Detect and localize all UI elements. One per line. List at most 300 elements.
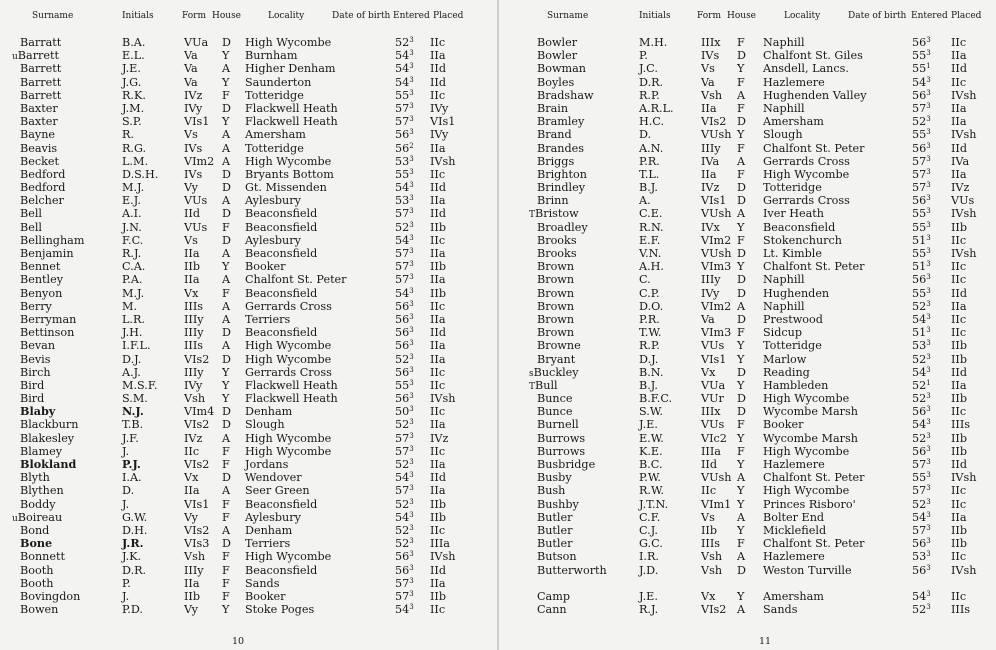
entered-year: 56 [912,141,927,155]
locality-cell: Hazlemere [763,75,825,89]
entered-cell [912,300,931,313]
initials-cell: B.N. [639,365,664,379]
surname-text: Bowler [537,36,578,49]
entered-term: 3 [926,101,931,110]
table-row [499,273,996,286]
house-cell: F [737,233,745,247]
surname-cell [537,76,574,89]
entered-cell [395,326,414,339]
table-row [499,603,996,616]
initials-cell: E.F. [639,233,661,247]
table-row [0,300,497,313]
house-cell: A [222,523,231,537]
initials-cell: J.E. [122,62,141,76]
surname-cell [20,102,58,115]
initials-cell: I.A. [122,471,142,485]
table-row [0,194,497,207]
entered-term: 3 [409,260,414,269]
house-cell: A [222,312,231,326]
form-cell: Vy [184,510,198,524]
entered-term: 3 [409,286,414,295]
entered-year: 56 [395,550,410,564]
house-cell: Y [737,497,745,511]
table-row [499,234,996,247]
form-cell: IIIy [184,365,204,379]
surname-text: Camp [537,589,570,603]
surname-cell [20,590,80,603]
initials-cell: R.K. [122,88,146,102]
surname-text: Bird [20,378,45,392]
form-cell: VIs2 [184,418,210,432]
table-row [0,550,497,563]
table-row [499,49,996,62]
house-cell: F [222,88,230,102]
initials-cell: J. [122,444,130,458]
entered-cell [395,471,414,484]
table-row [0,471,497,484]
initials-cell: C.E. [639,207,663,221]
header-placed: Placed [433,11,464,21]
surname-text: Brandes [537,141,584,155]
entered-term: 3 [409,326,414,335]
entered-term: 3 [926,181,931,190]
initials-cell: C.F. [639,510,661,524]
placed-cell: IIc [951,260,967,274]
entered-cell [395,76,414,89]
entered-term: 3 [926,36,931,44]
entered-cell [912,76,931,89]
form-cell: IIb [184,260,201,274]
entered-year: 52 [912,497,927,511]
placed-cell: IIa [951,299,967,313]
locality-cell: Wycombe Marsh [763,405,858,419]
page-number-left: 10 [232,636,245,647]
surname-cell [537,405,573,418]
placed-cell: VIs1 [430,115,456,129]
initials-cell: T.B. [122,418,144,432]
placed-cell: IVy [430,101,449,115]
entered-cell [912,181,931,194]
form-cell: IIa [184,484,200,498]
entered-year: 55 [912,286,927,300]
placed-cell: IIc [430,167,446,181]
initials-cell: A.R.L. [639,101,674,115]
surname-text: Burnell [537,418,579,432]
initials-cell: S.M. [122,392,148,406]
entered-year: 52 [912,602,927,616]
entered-year: 54 [395,181,410,195]
entered-year: 55 [912,247,927,260]
entered-cell [395,550,414,563]
house-cell: Y [737,220,745,234]
entered-year: 53 [912,339,927,353]
table-row [499,62,996,75]
placed-cell: IIIa [430,537,450,551]
table-row [499,313,996,326]
initials-cell: B.J. [639,181,658,195]
placed-cell: VUs [951,194,975,208]
house-cell: F [222,576,230,590]
initials-cell: A. [639,194,651,208]
surname-cell [20,287,62,300]
table-row [0,221,497,234]
entered-year: 56 [395,563,410,577]
placed-cell: IIa [430,312,446,326]
entered-term: 3 [409,576,414,585]
locality-cell: Beaconsfield [245,286,318,300]
locality-cell: Hazlemere [763,550,825,564]
right-entries [499,36,996,616]
initials-cell: R.P. [639,339,660,353]
entered-year: 57 [395,115,410,129]
surname-cell [537,287,574,300]
entered-cell [912,458,931,471]
form-cell: VIs1 [184,497,210,511]
initials-cell: R.W. [639,484,665,498]
surname-text: Busbridge [537,458,596,471]
house-cell: A [737,550,746,564]
surname-text: Benyon [20,286,63,300]
table-row [0,273,497,286]
table-row [0,181,497,194]
form-cell: IId [701,458,718,471]
locality-cell: Chalfont St. Giles [763,49,863,63]
surname-text: Butler [537,537,573,551]
surname-text: Cann [537,602,567,616]
house-cell: A [222,128,231,142]
surname-cell [20,194,64,207]
table-row [499,326,996,339]
surname-cell [20,221,42,234]
initials-cell: S.P. [122,115,142,129]
entered-year: 55 [395,378,410,392]
locality-cell: Hughenden Valley [763,88,867,102]
entered-year: 51 [912,233,927,247]
entered-term: 3 [926,550,931,559]
form-cell: IIIx [701,405,721,419]
left-page [0,0,497,650]
house-cell: D [737,563,746,577]
entered-year: 56 [912,563,927,577]
initials-cell: I.R. [639,550,659,564]
entered-cell [395,194,414,207]
entered-cell [912,445,931,458]
table-row [499,89,996,102]
house-cell: Y [737,128,745,142]
placed-cell: IVsh [430,154,456,168]
locality-cell: Totteridge [763,181,822,195]
placed-cell: IIc [951,326,967,340]
form-cell: Vsh [701,550,723,564]
surname-text: Brown [537,260,575,274]
house-cell: D [737,312,746,326]
house-cell: D [222,405,231,419]
surname-text: Brooks [537,233,577,247]
placed-cell: IVsh [951,88,977,102]
locality-cell: Marlow [763,352,807,366]
entered-term: 3 [926,563,931,572]
house-cell: A [737,602,746,616]
table-row [499,537,996,550]
placed-cell: IIc [430,523,446,537]
entered-year: 57 [395,273,410,287]
entered-term: 3 [409,418,414,427]
entered-term: 3 [926,326,931,335]
locality-cell: Totteridge [245,88,304,102]
entered-cell [395,458,414,471]
surname-text: Bull [535,378,558,392]
surname-text: Brand [537,128,572,142]
house-cell: A [737,154,746,168]
initials-cell: D. [639,128,652,142]
house-cell: A [222,141,231,155]
entered-cell [395,432,414,445]
house-cell: F [737,326,745,340]
entered-year: 54 [395,49,410,63]
surname-text: Booth [20,576,54,590]
surname-cell [20,366,51,379]
table-row [499,432,996,445]
locality-cell: Beaconsfield [245,497,318,511]
table-row [0,418,497,431]
form-cell: VUsh [701,247,732,260]
header-house: House [727,11,757,21]
initials-cell: J.F. [122,431,139,445]
table-row [499,445,996,458]
table-row [0,128,497,141]
form-cell: VIm2 [184,154,215,168]
house-cell: A [222,273,231,287]
form-cell: IId [184,207,201,221]
locality-cell: Flackwell Heath [245,392,338,406]
table-row [499,418,996,431]
table-row [0,392,497,405]
entered-year: 54 [395,286,410,300]
locality-cell: Micklefield [763,523,827,537]
initials-cell: V.N. [639,247,662,260]
locality-cell: Chalfont St. Peter [245,273,347,287]
table-row [499,102,996,115]
form-cell: IIIs [184,339,203,353]
house-cell: F [222,563,230,577]
table-row [499,300,996,313]
house-cell: Y [737,431,745,445]
initials-cell: M.H. [639,36,668,49]
form-cell: VUsh [701,128,732,142]
locality-cell: Sidcup [763,326,803,340]
form-cell: IIIy [701,273,721,287]
entered-year: 52 [912,392,927,406]
placed-cell: IIb [430,589,447,603]
entered-year: 56 [395,141,410,155]
table-row [499,524,996,537]
surname-cell [20,36,61,49]
surname-text: Benjamin [20,247,74,260]
entered-year: 57 [912,484,927,498]
initials-cell: E.L. [122,49,145,63]
entered-term: 3 [409,405,414,414]
table-row [499,484,996,497]
surname-cell [537,62,586,75]
entered-term: 3 [409,88,414,97]
entered-term: 3 [926,392,931,401]
form-cell: IIIs [184,299,203,313]
locality-cell: Beaconsfield [245,563,318,577]
surname-cell [20,142,57,155]
house-cell: A [222,299,231,313]
initials-cell: M.S.F. [122,378,158,392]
form-cell: VUs [184,220,208,234]
surname-text: Berry [20,299,52,313]
house-cell: F [737,36,745,49]
entered-cell [912,194,931,207]
locality-cell: High Wycombe [763,392,850,406]
locality-cell: Amersham [763,115,824,129]
house-cell: F [737,418,745,432]
entered-year: 52 [395,220,410,234]
surname-cell [537,590,570,603]
placed-cell: IIc [430,405,446,419]
placed-cell: IIb [951,444,968,458]
surname-cell [20,181,65,194]
entered-cell [912,62,931,75]
surname-cell [20,379,44,392]
entered-term: 3 [409,497,414,506]
entered-cell [912,432,931,445]
entered-cell [912,221,931,234]
entered-term: 3 [409,339,414,348]
surname-text: Bell [20,207,42,221]
surname-text: Brindley [537,181,586,195]
entered-year: 52 [395,523,410,537]
placed-cell: IId [430,62,447,76]
form-cell: Vsh [701,88,723,102]
locality-cell: Seer Green [245,484,310,498]
entered-cell [912,366,931,379]
surname-cell [537,458,595,471]
placed-cell: IIc [951,36,967,49]
entered-term: 3 [926,312,931,321]
house-cell: A [222,247,231,260]
table-row [0,405,497,418]
entered-term: 3 [926,484,931,493]
entered-term: 3 [409,484,414,493]
surname-text: Bristow [535,207,579,221]
table-row [0,142,497,155]
placed-cell: IVa [951,154,970,168]
page-number-right: 11 [759,636,772,647]
house-cell: D [737,392,746,406]
form-cell: VIs2 [701,602,727,616]
entered-cell [912,564,931,577]
entered-year: 56 [912,88,927,102]
form-cell: IIb [184,589,201,603]
table-row [0,247,497,260]
column-headers [0,11,497,23]
initials-cell: J.N. [122,220,142,234]
surname-text: Bovingdon [20,589,81,603]
placed-cell: IIa [430,49,446,63]
entered-cell [395,366,414,379]
locality-cell: High Wycombe [763,444,850,458]
surname-text: Butson [537,550,577,564]
initials-cell: A.N. [639,141,664,155]
surname-cell [537,339,581,352]
locality-cell: Gerrards Cross [763,154,850,168]
surname-cell [20,458,76,471]
placed-cell: IIa [430,194,446,208]
locality-cell: High Wycombe [245,339,332,353]
house-cell: D [222,181,231,195]
entered-cell [912,590,931,603]
placed-cell: IId [430,471,447,485]
entered-term: 3 [409,207,414,216]
house-cell: A [222,194,231,208]
initials-cell: T.L. [639,167,660,181]
entered-term: 3 [926,167,931,176]
entered-cell [395,339,414,352]
locality-cell: Beaconsfield [763,220,836,234]
entered-term: 3 [409,154,414,163]
surname-cell [20,405,55,418]
placed-cell: IIb [951,537,968,551]
table-row [499,511,996,524]
form-cell: VIs1 [701,194,727,208]
surname-cell [537,445,585,458]
placed-cell: IIc [951,233,967,247]
header-surname: Surname [547,11,589,21]
entered-cell [395,418,414,431]
placed-cell: IIa [430,352,446,366]
house-cell: F [222,510,230,524]
locality-cell: Flackwell Heath [245,378,338,392]
surname-text: Berryman [20,312,77,326]
house-cell: D [222,326,231,340]
placed-cell: IId [430,207,447,221]
entered-cell [395,300,414,313]
table-row [0,339,497,352]
placed-cell: IIc [430,88,446,102]
locality-cell: Ansdell, Lancs. [763,62,849,76]
initials-cell: A.H. [639,260,664,274]
form-cell: VIs2 [184,352,210,366]
table-row [0,577,497,590]
locality-cell: Totteridge [763,339,822,353]
house-cell: D [222,36,231,49]
entered-cell [912,484,931,497]
form-cell: VIs3 [184,537,210,551]
locality-cell: Totteridge [245,141,304,155]
header-locality: Locality [784,11,821,21]
entered-cell [395,115,414,128]
locality-cell: Gerrards Cross [763,194,850,208]
form-cell: IIa [184,576,200,590]
table-row [499,339,996,352]
entered-term: 3 [926,431,931,440]
entered-term: 3 [409,603,414,612]
surname-text: Baxter [20,115,58,129]
entered-cell [912,155,931,168]
form-cell: IIIy [184,326,204,340]
locality-cell: Princes Risboro' [763,497,856,511]
locality-cell: Amersham [763,589,824,603]
form-cell: VUsh [701,471,732,485]
entered-cell [395,511,414,524]
entered-term: 3 [926,497,931,506]
locality-cell: Sands [245,576,280,590]
placed-cell: IIa [430,484,446,498]
form-cell: IIa [184,247,200,260]
